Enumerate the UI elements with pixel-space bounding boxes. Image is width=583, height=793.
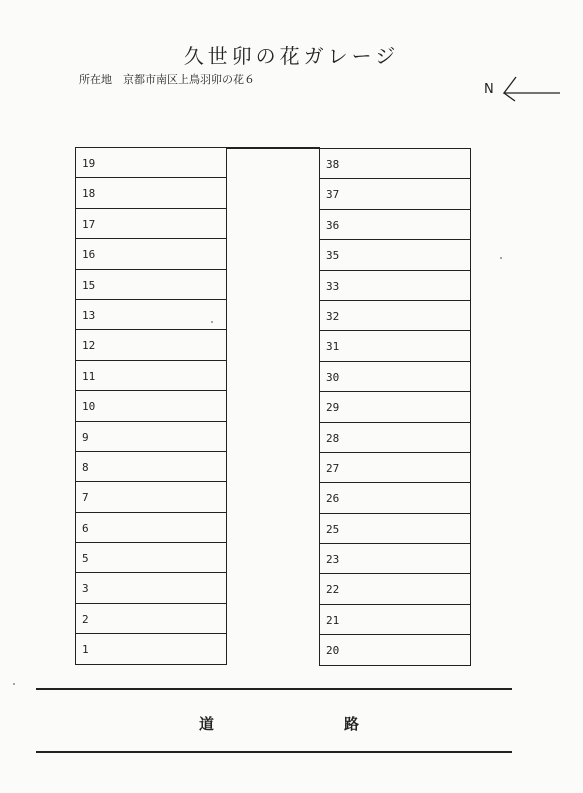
parking-slot-number: 25	[326, 522, 340, 536]
parking-slot-number: 9	[82, 430, 89, 444]
parking-slot	[76, 573, 227, 603]
parking-slot-number: 10	[82, 400, 96, 414]
parking-slot	[76, 482, 227, 512]
parking-slot	[76, 634, 227, 664]
parking-slot	[76, 330, 227, 360]
parking-slot	[320, 362, 471, 392]
parking-slot	[76, 543, 227, 573]
parking-slot	[320, 574, 471, 604]
parking-slot-number: 3	[82, 582, 89, 596]
parking-slot	[76, 239, 227, 269]
parking-slot	[76, 513, 227, 543]
parking-slot	[76, 361, 227, 391]
scan-speck	[500, 257, 502, 259]
parking-slot-number: 2	[82, 612, 89, 626]
parking-slot	[320, 483, 471, 513]
parking-slot	[320, 392, 471, 422]
left-parking-column	[75, 147, 227, 665]
parking-slot-number: 7	[82, 491, 89, 505]
parking-slot-number: 6	[82, 521, 89, 535]
parking-slot	[76, 178, 227, 208]
road-char-2: 路	[343, 715, 359, 733]
parking-slot-number: 27	[326, 461, 340, 475]
right-parking-column	[319, 148, 471, 666]
parking-slot-number: 36	[326, 218, 340, 232]
parking-slot-number: 8	[82, 460, 89, 474]
parking-slot	[76, 604, 227, 634]
parking-slot-number: 19	[82, 157, 96, 170]
north-arrow-icon	[496, 74, 562, 104]
parking-slot-number: 1	[82, 643, 89, 657]
parking-slot	[76, 391, 227, 421]
parking-slot-number: 21	[326, 613, 340, 627]
road-label	[199, 713, 359, 734]
document-title: 久世卯の花ガレージ	[183, 44, 400, 68]
parking-slot	[76, 148, 227, 178]
parking-slot-number: 31	[326, 340, 340, 354]
parking-slot-number: 11	[82, 369, 96, 383]
parking-slot-number: 12	[82, 339, 96, 353]
road-edge-bottom	[36, 751, 512, 753]
parking-slot-number: 26	[326, 492, 340, 506]
parking-slot	[320, 179, 471, 209]
parking-slot-number: 20	[326, 644, 340, 658]
scan-speck	[211, 321, 213, 323]
parking-slot-number: 17	[82, 217, 96, 231]
parking-slot	[320, 210, 471, 240]
parking-slot-number: 38	[326, 158, 340, 171]
parking-slot-number: 15	[82, 278, 96, 292]
parking-slot-number: 37	[326, 188, 340, 202]
parking-slot-number: 28	[326, 431, 340, 445]
parking-slot	[76, 270, 227, 300]
scan-speck	[13, 683, 15, 685]
parking-slot	[320, 271, 471, 301]
parking-slot-number: 23	[326, 553, 340, 567]
road-edge-top	[36, 688, 512, 690]
north-label: N	[484, 82, 494, 97]
parking-slot-number: 33	[326, 279, 340, 293]
parking-slot-number: 18	[82, 187, 96, 201]
aisle-top-line	[226, 147, 320, 149]
parking-slot-number: 13	[82, 308, 96, 322]
parking-slot-number: 22	[326, 583, 340, 597]
parking-slot	[320, 544, 471, 574]
road-char-1: 道	[199, 715, 215, 733]
parking-slot-number: 35	[326, 249, 340, 263]
parking-slot	[320, 635, 471, 665]
parking-slot-number: 5	[82, 552, 89, 566]
north-indicator	[484, 74, 564, 104]
parking-slot	[320, 453, 471, 483]
parking-slot	[76, 300, 227, 330]
parking-slot	[320, 149, 471, 179]
parking-slot	[320, 331, 471, 361]
address-line: 所在地 京都市南区上鳥羽卯の花６	[79, 73, 255, 86]
parking-slot	[320, 423, 471, 453]
parking-slot	[76, 209, 227, 239]
parking-slot-number: 29	[326, 401, 340, 415]
parking-slot	[76, 452, 227, 482]
parking-slot	[320, 605, 471, 635]
parking-slot	[76, 422, 227, 452]
parking-slot-number: 16	[82, 248, 96, 262]
parking-slot	[320, 240, 471, 270]
parking-slot-number: 30	[326, 370, 340, 384]
parking-slot	[320, 301, 471, 331]
parking-slot-number: 32	[326, 309, 340, 323]
parking-slot	[320, 514, 471, 544]
